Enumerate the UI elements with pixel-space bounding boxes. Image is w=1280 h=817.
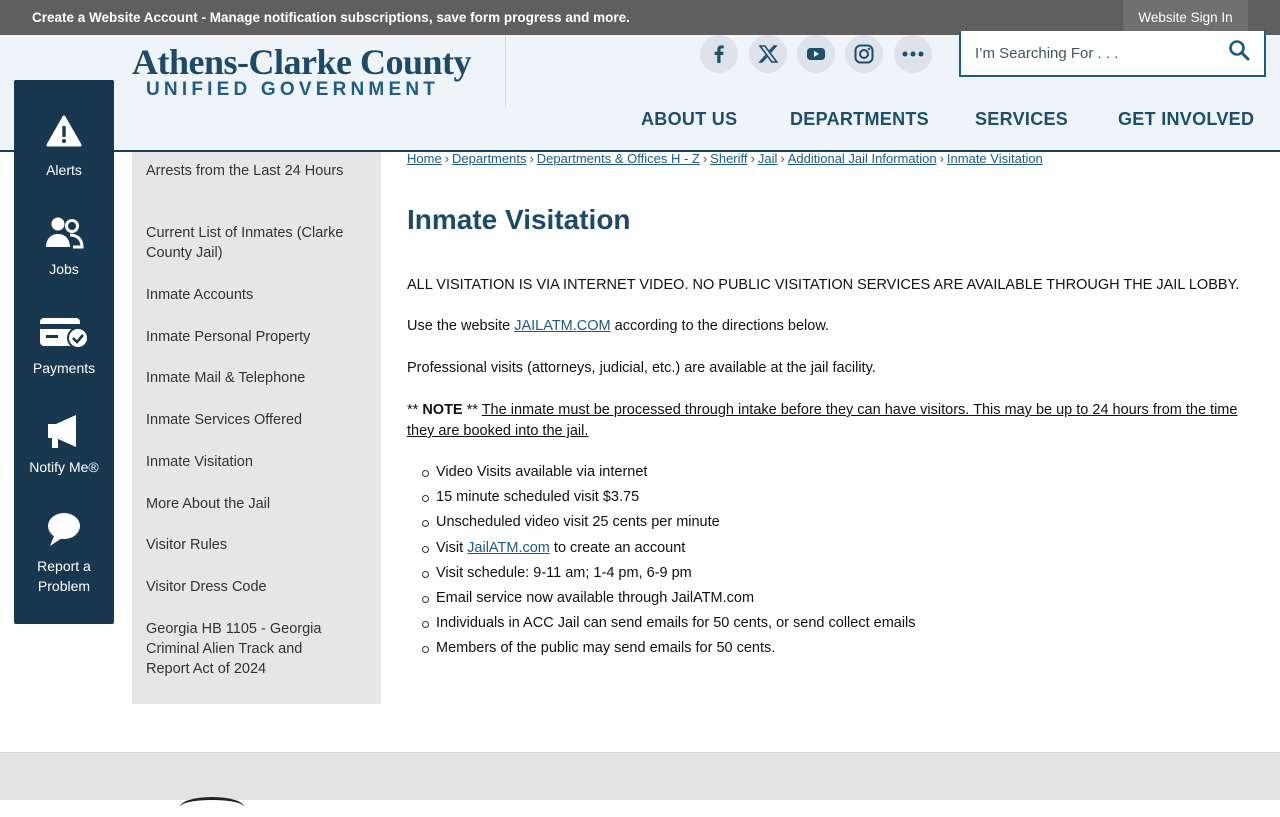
professional-visits-paragraph: Professional visits (attorneys, judicial, etc.) are available at the jail facility. bbox=[407, 360, 876, 376]
visitation-notice: ALL VISITATION IS VIA INTERNET VIDEO. NO PUBLIC VISITATION SERVICES ARE AVAILABLE THROUGH THE JAIL LOBBY. bbox=[407, 277, 1240, 293]
breadcrumb-separator: › bbox=[444, 151, 450, 166]
chat-bubbles-icon bbox=[44, 510, 84, 550]
subnav-item[interactable]: Inmate Personal Property bbox=[146, 329, 311, 345]
logo-title: Athens-Clarke County bbox=[132, 42, 472, 82]
text: Use the website bbox=[407, 318, 515, 334]
instagram-icon[interactable] bbox=[845, 35, 883, 73]
nav-get-involved[interactable]: GET INVOLVED bbox=[1118, 109, 1255, 129]
list-item: Members of the public may send emails for 50 cents. bbox=[436, 638, 916, 663]
logo-subtitle: UNIFIED GOVERNMENT bbox=[146, 79, 440, 100]
text: ** bbox=[407, 402, 423, 418]
search-icon[interactable] bbox=[1228, 39, 1252, 63]
more-icon[interactable] bbox=[894, 35, 932, 73]
breadcrumb-separator: › bbox=[939, 151, 944, 166]
list-item: 15 minute scheduled visit $3.75 bbox=[436, 487, 916, 512]
list-item: Email service now available through JailATM.com bbox=[436, 588, 916, 613]
site-header bbox=[0, 35, 1280, 152]
text: to create an account bbox=[549, 539, 686, 556]
search-input[interactable] bbox=[975, 39, 1225, 67]
text: ** bbox=[462, 402, 482, 418]
subnav-item[interactable]: Inmate Accounts bbox=[146, 287, 254, 303]
text: Visit bbox=[436, 539, 468, 556]
subnav-item[interactable]: Arrests from the Last 24 Hours bbox=[146, 163, 344, 179]
site-search bbox=[959, 31, 1266, 77]
list-item: Visit schedule: 9-11 am; 1-4 pm, 6-9 pm bbox=[436, 563, 916, 588]
notification-text: - Manage notification subscriptions, save form progress and more. bbox=[197, 10, 630, 25]
note-label: NOTE bbox=[422, 402, 463, 418]
breadcrumb-jail[interactable]: Jail bbox=[757, 151, 778, 166]
rail-item-report-a-problem[interactable] bbox=[14, 510, 114, 606]
website-sign-in-button[interactable]: Website Sign In bbox=[1123, 0, 1248, 35]
quick-links-rail bbox=[14, 80, 114, 624]
section-subnav bbox=[132, 152, 381, 704]
subnav-item[interactable]: Visitor Dress Code bbox=[146, 579, 267, 595]
rail-label: Alerts bbox=[46, 162, 82, 178]
notification-message bbox=[32, 10, 630, 25]
visitation-details-list bbox=[436, 462, 916, 664]
nav-services[interactable]: SERVICES bbox=[975, 109, 1069, 129]
subnav-item[interactable]: Georgia HB 1105 - Georgia Criminal Alien Track and Report Act of 2024 bbox=[146, 621, 322, 677]
list-item: Unscheduled video visit 25 cents per minute bbox=[436, 512, 916, 537]
rail-label: Jobs bbox=[49, 261, 79, 277]
megaphone-icon bbox=[44, 411, 84, 451]
website-paragraph bbox=[407, 316, 829, 337]
page-title: Inmate Visitation bbox=[407, 204, 631, 235]
notification-bar bbox=[0, 0, 1280, 35]
subnav-item[interactable]: Visitor Rules bbox=[146, 537, 228, 553]
note-text: The inmate must be processed through intake before they can have visitors. This may be up to 24 hours from the time they are booked into the jail. bbox=[407, 402, 1238, 439]
facebook-icon[interactable] bbox=[700, 35, 738, 73]
rail-item-notify-me[interactable] bbox=[14, 411, 114, 507]
rail-item-payments[interactable] bbox=[14, 312, 114, 408]
subnav-item[interactable]: Inmate Mail & Telephone bbox=[146, 370, 306, 386]
create-account-link[interactable]: Create a Website Account bbox=[32, 10, 198, 25]
site-logo[interactable] bbox=[132, 41, 472, 103]
x-twitter-icon[interactable] bbox=[749, 35, 787, 73]
breadcrumb-departments[interactable]: Departments bbox=[452, 151, 527, 166]
rail-item-alerts[interactable] bbox=[14, 114, 114, 210]
subnav-item[interactable]: More About the Jail bbox=[146, 496, 271, 512]
list-item: Individuals in ACC Jail can send emails for 50 cents, or send collect emails bbox=[436, 613, 916, 638]
jailatm-account-link[interactable]: JailATM.com bbox=[467, 539, 550, 556]
rail-item-jobs[interactable] bbox=[14, 213, 114, 309]
subnav-item-active[interactable]: Inmate Visitation bbox=[146, 454, 253, 470]
subnav-item[interactable]: Current List of Inmates (Clarke County Jail) bbox=[146, 225, 344, 261]
breadcrumb-sheriff[interactable]: Sheriff bbox=[710, 151, 748, 166]
breadcrumb-inmate-visitation[interactable]: Inmate Visitation bbox=[946, 151, 1043, 166]
breadcrumb-home[interactable]: Home bbox=[407, 151, 442, 166]
rail-label: Notify Me® bbox=[29, 459, 99, 475]
payment-card-icon bbox=[38, 312, 90, 352]
breadcrumb bbox=[407, 151, 1043, 166]
nav-about-us[interactable]: ABOUT US bbox=[641, 109, 738, 129]
text: according to the directions below. bbox=[610, 318, 830, 334]
people-icon bbox=[44, 213, 84, 253]
breadcrumb-separator: › bbox=[702, 151, 708, 166]
subnav-item[interactable]: Inmate Services Offered bbox=[146, 412, 303, 428]
footer-seal-icon bbox=[180, 797, 244, 817]
nav-departments[interactable]: DEPARTMENTS bbox=[790, 109, 929, 129]
breadcrumb-separator: › bbox=[529, 151, 534, 166]
youtube-icon[interactable] bbox=[797, 35, 835, 73]
rail-label: Report a Problem bbox=[37, 558, 91, 594]
note-paragraph bbox=[407, 400, 1247, 442]
jailatm-link[interactable]: JAILATM.COM bbox=[514, 318, 611, 334]
breadcrumb-separator: › bbox=[780, 151, 785, 166]
alert-icon bbox=[44, 114, 84, 154]
breadcrumb-additional-jail-info[interactable]: Additional Jail Information bbox=[787, 151, 937, 166]
list-item: Video Visits available via internet bbox=[436, 462, 916, 487]
header-divider bbox=[505, 35, 506, 107]
rail-label: Payments bbox=[32, 360, 96, 376]
breadcrumb-separator: › bbox=[750, 151, 755, 166]
list-item bbox=[436, 538, 916, 563]
breadcrumb-departments-h-z[interactable]: Departments & Offices H - Z bbox=[536, 151, 700, 166]
site-footer bbox=[0, 752, 1280, 800]
